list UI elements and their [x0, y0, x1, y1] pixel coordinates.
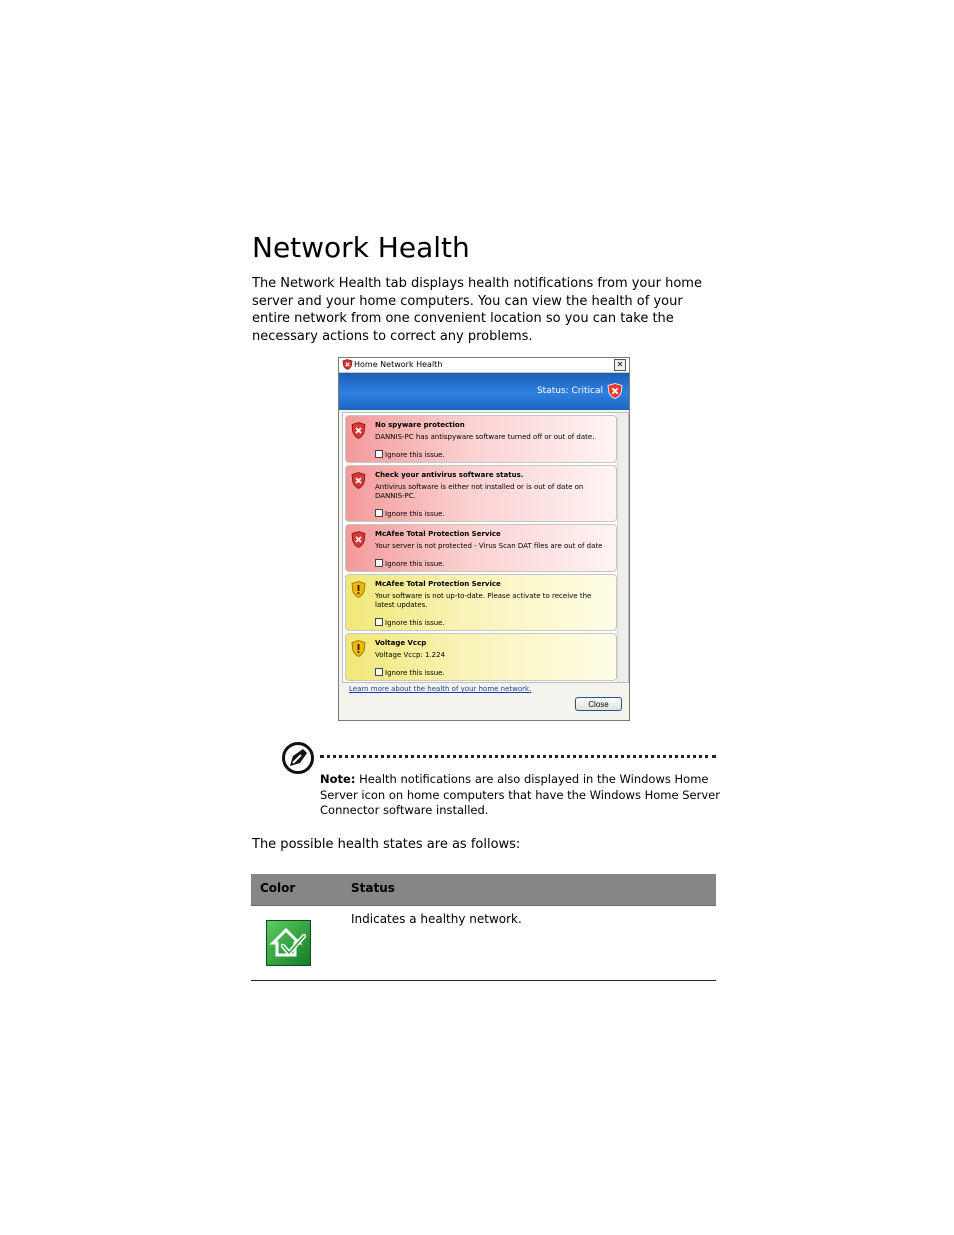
- table-row: [251, 906, 716, 981]
- critical-shield-icon: [607, 383, 623, 399]
- dialog-title: Home Network Health: [354, 360, 443, 369]
- notification-title: McAfee Total Protection Service: [375, 530, 501, 538]
- notification-list[interactable]: [342, 412, 629, 683]
- notification-item: [345, 465, 617, 522]
- table-header: [251, 874, 716, 906]
- notification-description: DANNIS-PC has antispyware software turned off or out of date.: [375, 433, 595, 441]
- notification-description: Your server is not protected - Virus Scan DAT files are out of date: [375, 542, 603, 550]
- notification-description: Your software is not up-to-date. Please activate to receive the latest updates.: [375, 592, 592, 609]
- critical-shield-icon: [351, 531, 366, 548]
- note-icon: [281, 741, 315, 775]
- note-label: Note:: [320, 772, 356, 786]
- checkbox-icon[interactable]: [375, 559, 383, 567]
- notification-item: [345, 415, 617, 463]
- checkbox-icon[interactable]: [375, 450, 383, 458]
- checkbox-icon[interactable]: [375, 618, 383, 626]
- note-divider: [320, 755, 716, 758]
- dialog-close-icon[interactable]: ✕: [614, 359, 626, 371]
- ignore-checkbox[interactable]: [375, 450, 445, 460]
- ignore-label: Ignore this issue.: [385, 451, 445, 459]
- ignore-checkbox[interactable]: [375, 509, 445, 519]
- critical-shield-icon: [342, 359, 353, 370]
- note-text: [320, 772, 720, 819]
- ignore-label: Ignore this issue.: [385, 669, 445, 677]
- ignore-checkbox[interactable]: [375, 618, 445, 628]
- checkbox-icon[interactable]: [375, 668, 383, 676]
- critical-shield-icon: [351, 472, 366, 489]
- notification-description: Antivirus software is either not installed or is out of date on DANNIS-PC.: [375, 483, 584, 500]
- healthy-home-check-icon: [266, 920, 311, 966]
- states-intro: The possible health states are as follows:: [252, 837, 521, 852]
- status-label: Status: Critical: [536, 386, 603, 396]
- warning-shield-icon: [351, 581, 366, 598]
- status-description: Indicates a healthy network.: [351, 912, 522, 926]
- notification-title: Check your antivirus software status.: [375, 471, 524, 479]
- ignore-label: Ignore this issue.: [385, 510, 445, 518]
- notification-title: No spyware protection: [375, 421, 465, 429]
- critical-shield-icon: [351, 422, 366, 439]
- note-body: Health notifications are also displayed in the Windows Home Server icon on home computers that have the Windows Home Server Connector software installed.: [320, 772, 720, 817]
- ignore-checkbox[interactable]: [375, 668, 445, 678]
- ignore-checkbox[interactable]: [375, 559, 445, 569]
- warning-shield-icon: [351, 640, 366, 657]
- notification-title: Voltage Vccp: [375, 639, 427, 647]
- checkbox-icon[interactable]: [375, 509, 383, 517]
- notification-item: [345, 633, 617, 681]
- dialog-titlebar: [339, 358, 629, 373]
- notification-title: McAfee Total Protection Service: [375, 580, 501, 588]
- health-states-table: [251, 874, 716, 981]
- ignore-label: Ignore this issue.: [385, 619, 445, 627]
- notification-description: Voltage Vccp: 1.224: [375, 651, 446, 659]
- home-network-health-dialog: [338, 357, 630, 721]
- column-header-status: Status: [351, 881, 395, 895]
- learn-more-link[interactable]: Learn more about the health of your home network.: [349, 685, 532, 693]
- notification-item: [345, 574, 617, 631]
- notification-item: [345, 524, 617, 572]
- dialog-status-banner: [339, 373, 629, 410]
- page-heading: Network Health: [252, 231, 470, 264]
- scrollbar[interactable]: [617, 413, 628, 682]
- column-header-color: Color: [260, 881, 296, 895]
- ignore-label: Ignore this issue.: [385, 560, 445, 568]
- close-button[interactable]: Close: [575, 697, 622, 711]
- intro-paragraph: The Network Health tab displays health notifications from your home server and your home computers. You can view the health of your entire network from one convenient location so you can take the necessary actions to correct any problems.: [252, 276, 702, 344]
